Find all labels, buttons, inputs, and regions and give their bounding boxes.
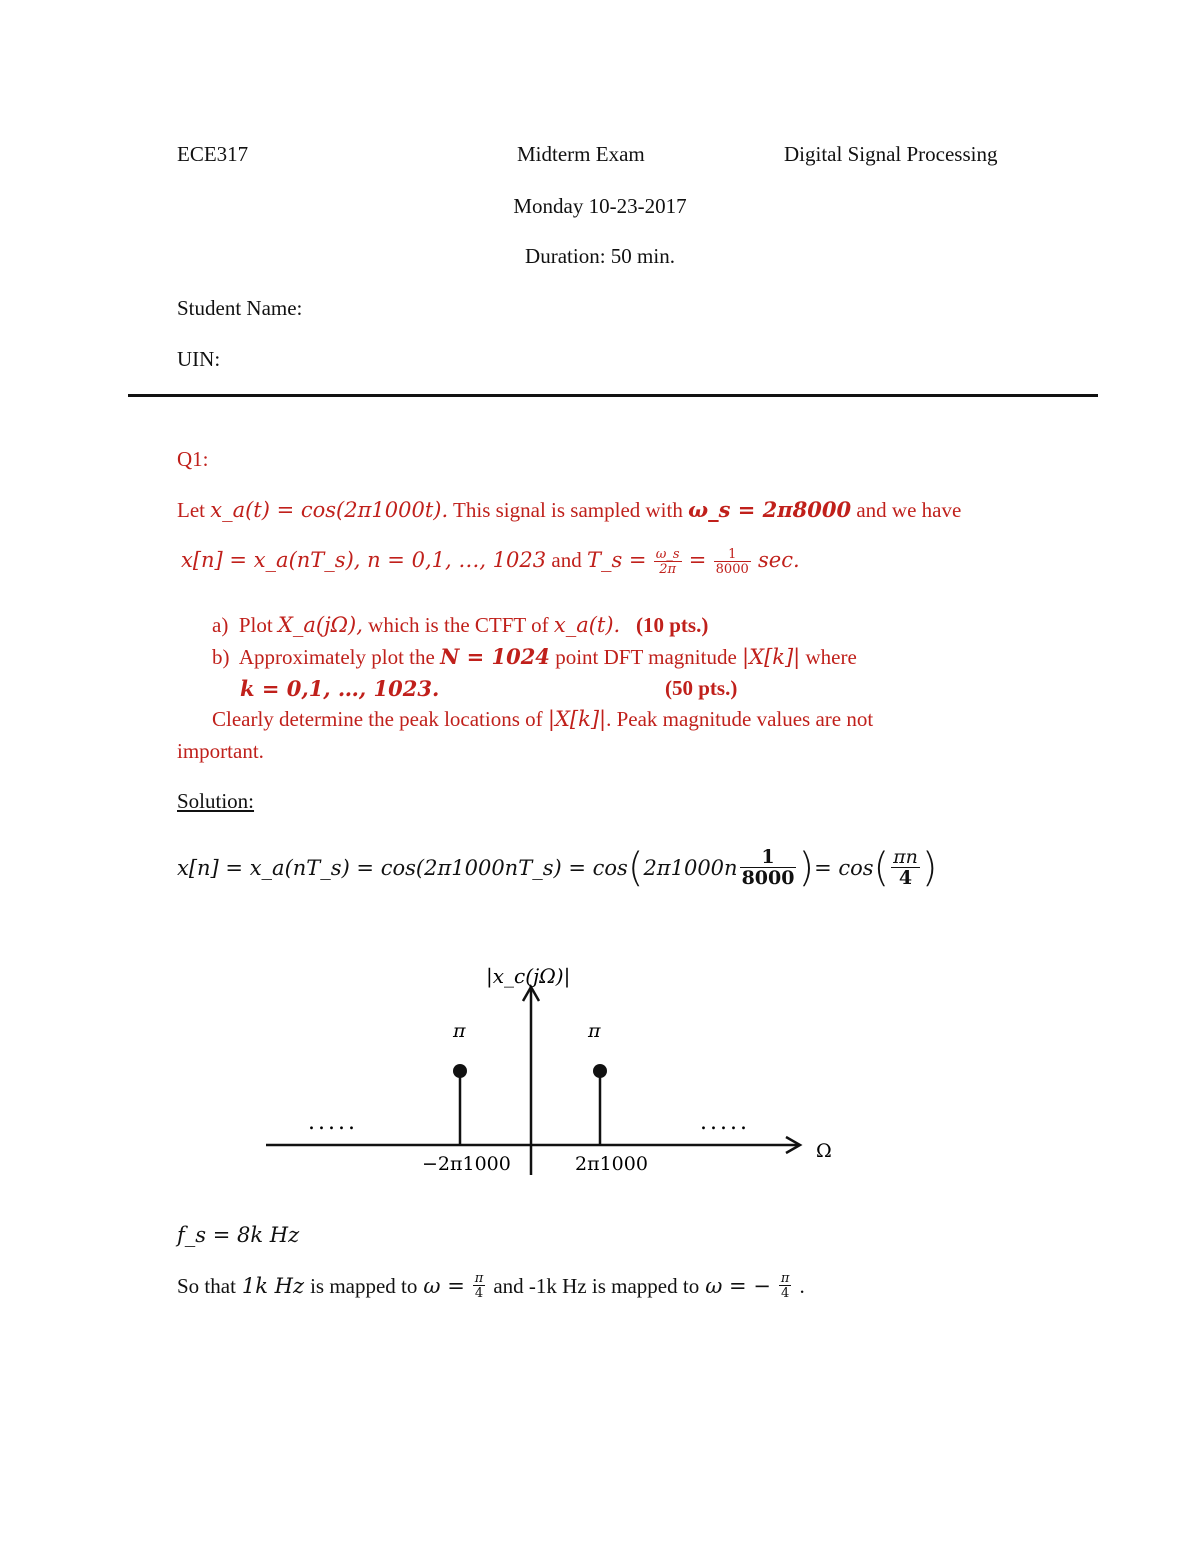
eq-fraction: [740, 848, 797, 888]
part-a-expr: X_a(jΩ),: [277, 613, 363, 637]
question-line-1: [177, 497, 961, 523]
question-line-2: x[n] = x_a(nT_s), n = 0,1, …, 1023 and T_s = $\frac{\omega\_s}{2\pi}$ = $\frac{1}{8000}$ sec.: [181, 547, 800, 578]
impulse-right-dot: [593, 1064, 607, 1078]
x-axis-label: Ω: [816, 1140, 832, 1162]
map-frac2-num: π: [780, 1271, 790, 1286]
eq-fraction-2: [891, 848, 920, 888]
eq-frac-num: 1: [761, 846, 775, 868]
sampled-text: This signal is sampled with: [453, 498, 683, 522]
part-a: [212, 613, 708, 638]
map-frac2-den: 4: [779, 1285, 792, 1300]
eq-lhs: x[n] = x_a(nT_s) = cos(2π1000nT_s) = cos: [177, 856, 628, 880]
part-b-text2: point DFT magnitude: [555, 645, 737, 669]
solution-equation: x[n] = x_a(nT_s) = cos(2π1000nT_s) = cos ( 2π1000n $\frac{1}{8000}$ ) = cos ( $\frac{\pi n}{4}$ ): [177, 845, 938, 891]
signal-definition: x_a(t) = cos(2π1000t).: [210, 498, 449, 522]
sampling-rate-line: f_s = 8k Hz: [177, 1223, 300, 1247]
sampling-frequency: ω_s = 2π8000: [688, 497, 852, 522]
ts-frac1-num: ω_s: [655, 547, 680, 563]
solution-label: Solution:: [177, 789, 255, 813]
ts-unit: sec.: [758, 548, 800, 572]
note-text-2: . Peak magnitude values are not: [606, 707, 874, 731]
map-fraction-2: [779, 1272, 792, 1300]
note-line-2: important.: [177, 739, 264, 763]
uin-label: UIN:: [177, 347, 221, 371]
map-omega-2: ω = −: [705, 1274, 771, 1298]
map-frac1-num: π: [474, 1271, 484, 1286]
part-b-points: (50 pts.): [665, 676, 738, 700]
part-a-marker: a): [212, 613, 229, 637]
impulse-right-height: π: [588, 1020, 601, 1042]
eq-mid: = cos: [814, 856, 874, 880]
student-name-label: Student Name:: [177, 296, 303, 320]
map-omega-1: ω =: [423, 1274, 465, 1298]
question-id: Q1:: [177, 447, 209, 471]
note-text-1: Clearly determine the peak locations of: [212, 707, 543, 731]
ts-frac1-den: 2π: [654, 561, 682, 576]
course-code: ECE317: [177, 142, 249, 166]
header-divider: [128, 394, 1098, 397]
mapping-line: [177, 1272, 805, 1300]
part-b-text1: Approximately plot the: [238, 645, 435, 669]
dots-right: .....: [700, 1110, 750, 1135]
note-expr: |X[k]|: [547, 707, 607, 731]
exam-date: Monday 10-23-2017: [513, 194, 687, 218]
ts-frac2-num: 1: [728, 547, 737, 563]
eq-frac-den: 8000: [741, 867, 795, 889]
part-a-text: which is the CTFT of: [368, 613, 549, 637]
map-text-2: is mapped to: [310, 1273, 418, 1298]
ts-lhs: T_s =: [586, 548, 647, 572]
exam-title: Midterm Exam: [517, 142, 645, 166]
let-word: Let: [177, 498, 205, 522]
y-axis-label: |x_c(jΩ)|: [486, 964, 571, 988]
eq-inner: 2π1000n: [643, 856, 738, 880]
map-expr-1: 1k Hz: [241, 1274, 305, 1298]
part-b-range: k = 0,1, …, 1023.: [240, 676, 440, 701]
sequence-definition: x[n] = x_a(nT_s), n = 0,1, …, 1023: [181, 548, 547, 572]
note-line-1: [212, 707, 873, 732]
part-a-plot: Plot: [238, 613, 273, 637]
impulse-right-position: 2π1000: [575, 1153, 648, 1175]
subject-title: Digital Signal Processing: [784, 142, 998, 166]
part-a-points: (10 pts.): [635, 613, 709, 637]
ts-frac2-den: 8000: [715, 562, 749, 578]
ts-fraction-1: [654, 548, 682, 576]
map-text-3: and -1k Hz is mapped to: [493, 1273, 700, 1298]
eq-frac2-num: πn: [893, 846, 918, 868]
eq-frac2-den: 4: [891, 867, 920, 888]
part-a-expr2: x_a(t).: [553, 613, 621, 637]
part-b: [212, 644, 857, 670]
impulse-left-dot: [453, 1064, 467, 1078]
dots-left: .....: [308, 1110, 358, 1135]
impulse-left-height: π: [453, 1020, 466, 1042]
part-b-marker: b): [212, 645, 230, 669]
map-frac1-den: 4: [473, 1285, 486, 1300]
map-end: .: [799, 1273, 805, 1298]
exam-duration: Duration: 50 min.: [525, 244, 675, 268]
and-we-have: and we have: [856, 498, 962, 522]
part-b-dft: |X[k]|: [742, 645, 801, 669]
map-text-1: So that: [177, 1273, 236, 1298]
impulse-left-position: −2π1000: [422, 1153, 511, 1175]
and-word: and: [551, 548, 582, 572]
ctft-figure: [250, 955, 850, 1185]
part-b-text3: where: [805, 645, 857, 669]
part-b-n: N = 1024: [440, 644, 550, 669]
ts-fraction-2: [714, 548, 751, 576]
map-fraction-1: [473, 1272, 486, 1300]
